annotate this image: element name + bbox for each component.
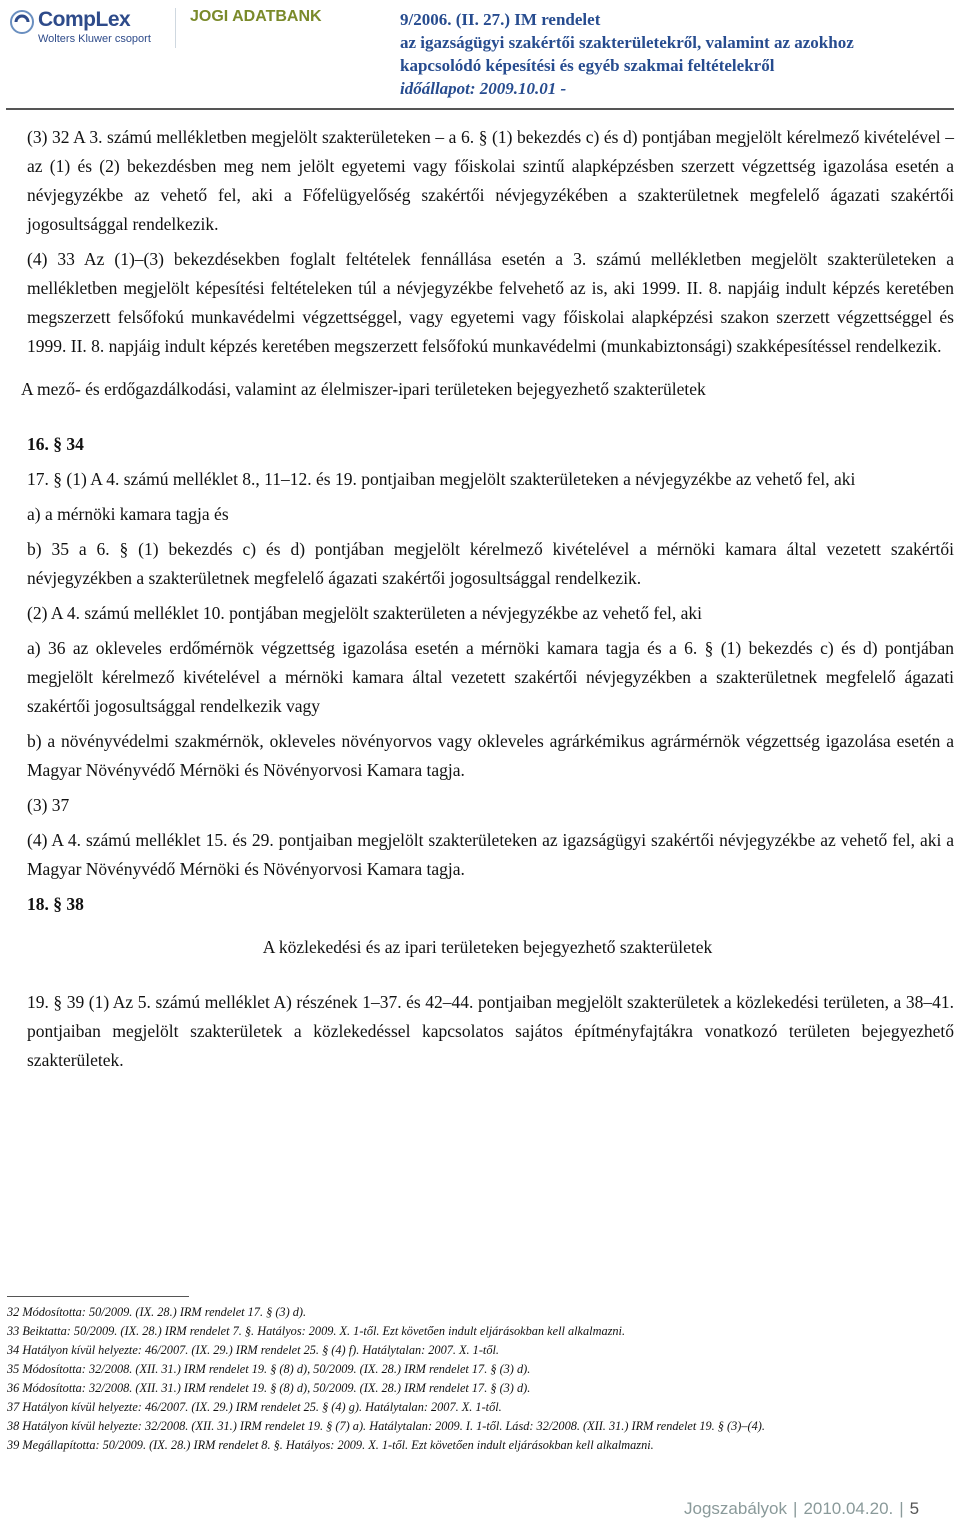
page-number: 5 xyxy=(909,1499,920,1518)
document-title: 9/2006. (II. 27.) IM rendelet xyxy=(400,10,601,29)
footnote-34: 34 Hatályon kívül helyezte: 46/2007. (IX. 29.) IRM rendelet 25. § (4) f). Hatálytalan: 2007. X. 1-től. xyxy=(7,1343,499,1357)
section-17-1: 17. § (1) A 4. számú melléklet 8., 11–12. és 19. pontjaiban megjelölt szakterületeken a névjegyzékbe az vehető fel, aki xyxy=(27,469,856,489)
page-header xyxy=(0,0,960,110)
section-17-2-a: a) 36 az okleveles erdőmérnök végzettség igazolása esetén a mérnöki kamara tagja és a 6. § (1) bekezdés c) és d) pontjában megjelölt kérelmező kivételével a mérnöki kamara által vezetett szakértői névjegyzékben a szakterületnek megfelelő ágazati szakértői jogosultsággal rendelkezik vagy xyxy=(27,638,954,716)
paragraph-3: (3) 32 A 3. számú mellékletben megjelölt szakterületeken – a 6. § (1) bekezdés c) és d) pontjában megjelölt kérelmező kivételével – az (1) és (2) bekezdésben meg nem jelölt egyetemi vagy főiskolai szintű alapképzésben szerzett végzettség igazolása esetén a névjegyzékbe az vehető fel, aki a Főfelügyelőség szakértői névjegyzékében a szakterületnek megfelelő ágazati szakértői jogosultsággal rendelkezik. xyxy=(27,127,954,234)
document-body xyxy=(7,123,954,1081)
section-17-1-b: b) 35 a 6. § (1) bekezdés c) és d) pontjában megjelölt kérelmező kivételével a mérnöki kamara által vezetett szakértői névjegyzékben a szakterületnek megfelelő ágazati szakértői jogosultsággal rendelkezik. xyxy=(27,539,954,588)
header-rule xyxy=(6,108,954,110)
logo-subtitle: Wolters Kluwer csoport xyxy=(38,33,151,45)
footnote-35: 35 Módosította: 32/2008. (XII. 31.) IRM rendelet 19. § (8) d), 50/2009. (IX. 28.) IRM rendelet 17. § (3) d). xyxy=(7,1362,531,1376)
document-subtitle-2: kapcsolódó képesítési és egyéb szakmai feltételekről xyxy=(400,56,775,75)
footnote-37: 37 Hatályon kívül helyezte: 46/2007. (IX. 29.) IRM rendelet 25. § (4) g). Hatálytalan: 2007. X. 1-től. xyxy=(7,1400,502,1414)
footnote-38: 38 Hatályon kívül helyezte: 32/2008. (XII. 31.) IRM rendelet 19. § (7) a). Hatálytalan: 2009. I. 1-től. Lásd: 32/2008. (XII. 31.) IRM rendelet 19. § (3)–(4). xyxy=(7,1419,765,1433)
section-18: 18. § 38 xyxy=(27,894,84,914)
footnote-39: 39 Megállapította: 50/2009. (IX. 28.) IRM rendelet 8. §. Hatályos: 2009. X. 1-től. Ezt követően indult eljárásokban kell alkalmazni. xyxy=(7,1438,654,1452)
footnote-33: 33 Beiktatta: 50/2009. (IX. 28.) IRM rendelet 7. §. Hatályos: 2009. X. 1-től. Ezt követően indult eljárásokban kell alkalmazni. xyxy=(7,1324,626,1338)
footer-separator: | xyxy=(793,1499,798,1518)
paragraph-4: (4) 33 Az (1)–(3) bekezdésekben foglalt feltételek fennállása esetén a 3. számú mellékletben megjelölt szakterületeken a mellékletben megjelölt képesítési feltételeken túl a névjegyzékbe felvehető az is, aki 1999. II. 8. napjáig indult képzés keretében megszerzett felsőfokú munkavédelmi végzettséggel, vagy egyetemi vagy főiskolai alapképzési szakon szerzett végzettséggel és 1999. II. 8. napjáig indult képzés keretében megszerzett felsőfokú munkavédelmi (munkabiztonsági) szakképesítéssel rendelkezik. xyxy=(27,249,954,356)
section-17-3: (3) 37 xyxy=(27,795,70,815)
footnote-rule xyxy=(7,1296,189,1297)
document-header-text xyxy=(400,8,960,100)
footer-label: Jogszabályok xyxy=(684,1499,788,1518)
document-date: időállapot: 2009.10.01 - xyxy=(400,79,567,98)
complex-logo xyxy=(10,6,160,52)
footer-separator-2: | xyxy=(899,1499,904,1518)
footnote-32: 32 Módosította: 50/2009. (IX. 28.) IRM rendelet 17. § (3) d). xyxy=(7,1305,307,1319)
jogi-adatbank-logo xyxy=(190,8,322,26)
section-19: 19. § 39 (1) Az 5. számú melléklet A) részének 1–37. és 42–44. pontjaiban megjelölt szakterületek a közlekedési területen, a 38–41. pontjaiban megjelölt szakterületek a közlekedéssel kapcsolatos sajátos építményfajtákra vonatkozó területen bejegyezhető szakterületek. xyxy=(27,992,954,1070)
section-17-4: (4) A 4. számú melléklet 15. és 29. pontjaiban megjelölt szakterületeken az igazságügyi szakértői névjegyzékbe az vehető fel, aki a Magyar Növényvédő Mérnöki és Növényorvosi Kamara tagja. xyxy=(27,830,954,879)
page-footer xyxy=(684,1499,919,1519)
logo-brand: CompLex xyxy=(38,8,131,31)
logo-divider xyxy=(175,8,176,48)
logo2-brand: JOGI ADATBANK xyxy=(190,8,322,25)
complex-logo-icon xyxy=(10,10,34,34)
section-17-2-b: b) a növényvédelmi szakmérnök, okleveles növényorvos vagy okleveles agrárkémikus agrármérnök végzettség igazolása esetén a Magyar Növényvédő Mérnöki és Növényorvosi Kamara tagja. xyxy=(27,731,954,780)
footnotes xyxy=(7,1303,954,1455)
section-title-transport: A közlekedési és az ipari területeken bejegyezhető szakterületek xyxy=(262,937,713,957)
footer-date: 2010.04.20. xyxy=(803,1499,894,1518)
section-17-2: (2) A 4. számú melléklet 10. pontjában megjelölt szakterületen a névjegyzékbe az vehető fel, aki xyxy=(27,603,702,623)
footnote-36: 36 Módosította: 32/2008. (XII. 31.) IRM rendelet 19. § (8) d), 50/2009. (IX. 28.) IRM rendelet 17. § (3) d). xyxy=(7,1381,531,1395)
section-title-agri: A mező- és erdőgazdálkodási, valamint az élelmiszer-ipari területeken bejegyezhető szakterületek xyxy=(21,379,706,399)
section-17-1-a: a) a mérnöki kamara tagja és xyxy=(27,504,229,524)
section-16: 16. § 34 xyxy=(27,434,84,454)
document-subtitle-1: az igazságügyi szakértői szakterületekről, valamint az azokhoz xyxy=(400,33,854,52)
